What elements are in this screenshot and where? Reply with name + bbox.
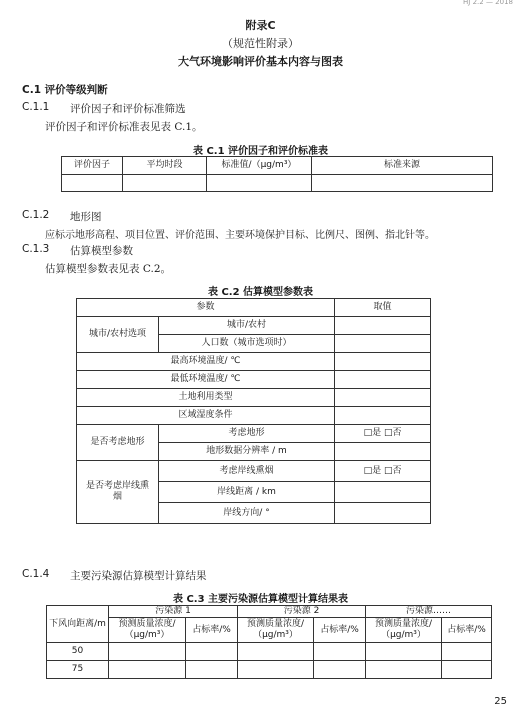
table-c2-value-cell	[335, 335, 431, 353]
section-c13-text: 估算模型参数表见表 C.2。	[45, 263, 172, 275]
table-c2-value-cell	[335, 317, 431, 335]
table-c3-source-1: 污染源 1	[109, 606, 238, 618]
table-c2-group-terrain: 是否考虑地形	[77, 425, 159, 461]
table-c3-cell	[186, 643, 238, 661]
section-c11-text: 评价因子和评价标准表见表 C.1。	[45, 121, 203, 133]
table-c2-shore-direction: 岸线方向/ °	[159, 503, 335, 524]
section-c14-title: 主要污染源估算模型计算结果	[70, 570, 207, 582]
table-c1-header-period: 平均时段	[123, 157, 207, 175]
section-c14-number: C.1.4	[22, 568, 50, 580]
appendix-label: 附录C	[245, 19, 276, 32]
table-c3-source-more: 污染源……	[366, 606, 492, 618]
table-c1-caption: 表 C.1 评价因子和评价标准表	[192, 146, 329, 157]
page-number: 25	[494, 696, 507, 707]
table-c2-consider-fumigation: 考虑岸线熏烟	[159, 461, 335, 482]
table-c3-cell	[314, 643, 366, 661]
table-c1-cell	[62, 175, 123, 192]
table-c3-cell	[238, 661, 314, 679]
table-c3-cell	[238, 643, 314, 661]
section-c13-title: 估算模型参数	[70, 245, 133, 257]
section-c12-title: 地形图	[70, 211, 102, 223]
table-c2-city-option: 城市/农村	[159, 317, 335, 335]
table-c3-cell	[314, 661, 366, 679]
table-c2	[76, 298, 431, 524]
table-c2-value-cell	[335, 443, 431, 461]
table-c3-cell	[442, 643, 492, 661]
running-header	[401, 0, 521, 6]
table-c2-caption: 表 C.2 估算模型参数表	[207, 287, 314, 298]
table-c3-conc-header: 预测质量浓度/（μg/m³）	[238, 618, 314, 643]
table-c3-cell	[186, 661, 238, 679]
table-c1-header-source: 标准来源	[312, 157, 493, 175]
table-c2-consider-terrain: 考虑地形	[159, 425, 335, 443]
appendix-type: （规范性附录）	[222, 37, 299, 50]
table-c3-cell	[109, 661, 186, 679]
table-c3-cell	[366, 643, 442, 661]
table-c2-shore-distance: 岸线距离 / km	[159, 482, 335, 503]
table-c3-ratio-header: 占标率/%	[314, 618, 366, 643]
table-c2-group-fumigation: 是否考虑岸线熏烟	[77, 461, 159, 524]
section-c12-number: C.1.2	[22, 209, 50, 221]
section-c13-number: C.1.3	[22, 243, 50, 255]
section-c11-title: 评价因子和评价标准筛选	[70, 103, 186, 115]
table-c1-cell	[123, 175, 207, 192]
section-c12-text: 应标示地形高程、项目位置、评价范围、主要环境保护目标、比例尺、图例、指北针等。	[45, 230, 435, 241]
table-c2-terrain-yes-no: □是 □否	[335, 425, 431, 443]
table-c3-cell	[366, 661, 442, 679]
section-c1-heading: C.1 评价等级判断	[22, 84, 108, 96]
table-c3-ratio-header: 占标率/%	[442, 618, 492, 643]
table-c2-group-city: 城市/农村选项	[77, 317, 159, 353]
table-c2-land-use: 土地利用类型	[77, 389, 335, 407]
table-c2-fumigation-yes-no: □是 □否	[335, 461, 431, 482]
table-c1	[61, 156, 493, 192]
table-c2-value-cell	[335, 353, 431, 371]
table-c2-value-cell	[335, 371, 431, 389]
table-c1-cell	[312, 175, 493, 192]
table-c2-value-cell	[335, 389, 431, 407]
table-c3-distance: 75	[47, 661, 109, 679]
appendix-title: 大气环境影响评价基本内容与图表	[178, 55, 343, 68]
table-c2-min-temp: 最低环境温度/ ℃	[77, 371, 335, 389]
table-c2-value-cell	[335, 503, 431, 524]
table-c3-ratio-header: 占标率/%	[186, 618, 238, 643]
header-standard-code: HJ 2.2 — 2018	[463, 0, 513, 6]
table-c3-cell	[109, 643, 186, 661]
table-c1-header-standard-value: 标准值/（μg/m³）	[207, 157, 312, 175]
table-c3-conc-header: 预测质量浓度/（μg/m³）	[366, 618, 442, 643]
table-c2-max-temp: 最高环境温度/ ℃	[77, 353, 335, 371]
table-c2-value-cell	[335, 407, 431, 425]
table-c3-row-header: 下风向距离/m	[47, 606, 109, 643]
table-c2-header-value: 取值	[335, 299, 431, 317]
table-c3	[46, 605, 492, 679]
table-c2-header-param: 参数	[77, 299, 335, 317]
table-c1-cell	[207, 175, 312, 192]
table-c2-humidity: 区域湿度条件	[77, 407, 335, 425]
table-c3-source-2: 污染源 2	[238, 606, 366, 618]
table-c3-cell	[442, 661, 492, 679]
table-c3-distance: 50	[47, 643, 109, 661]
table-c3-conc-header: 预测质量浓度/（μg/m³）	[109, 618, 186, 643]
table-c1-header-factor: 评价因子	[62, 157, 123, 175]
section-c11-number: C.1.1	[22, 101, 50, 113]
table-c3-caption: 表 C.3 主要污染源估算模型计算结果表	[172, 594, 349, 605]
table-c2-terrain-resolution: 地形数据分辨率 / m	[159, 443, 335, 461]
table-c2-value-cell	[335, 482, 431, 503]
table-c2-population: 人口数（城市选项时）	[159, 335, 335, 353]
